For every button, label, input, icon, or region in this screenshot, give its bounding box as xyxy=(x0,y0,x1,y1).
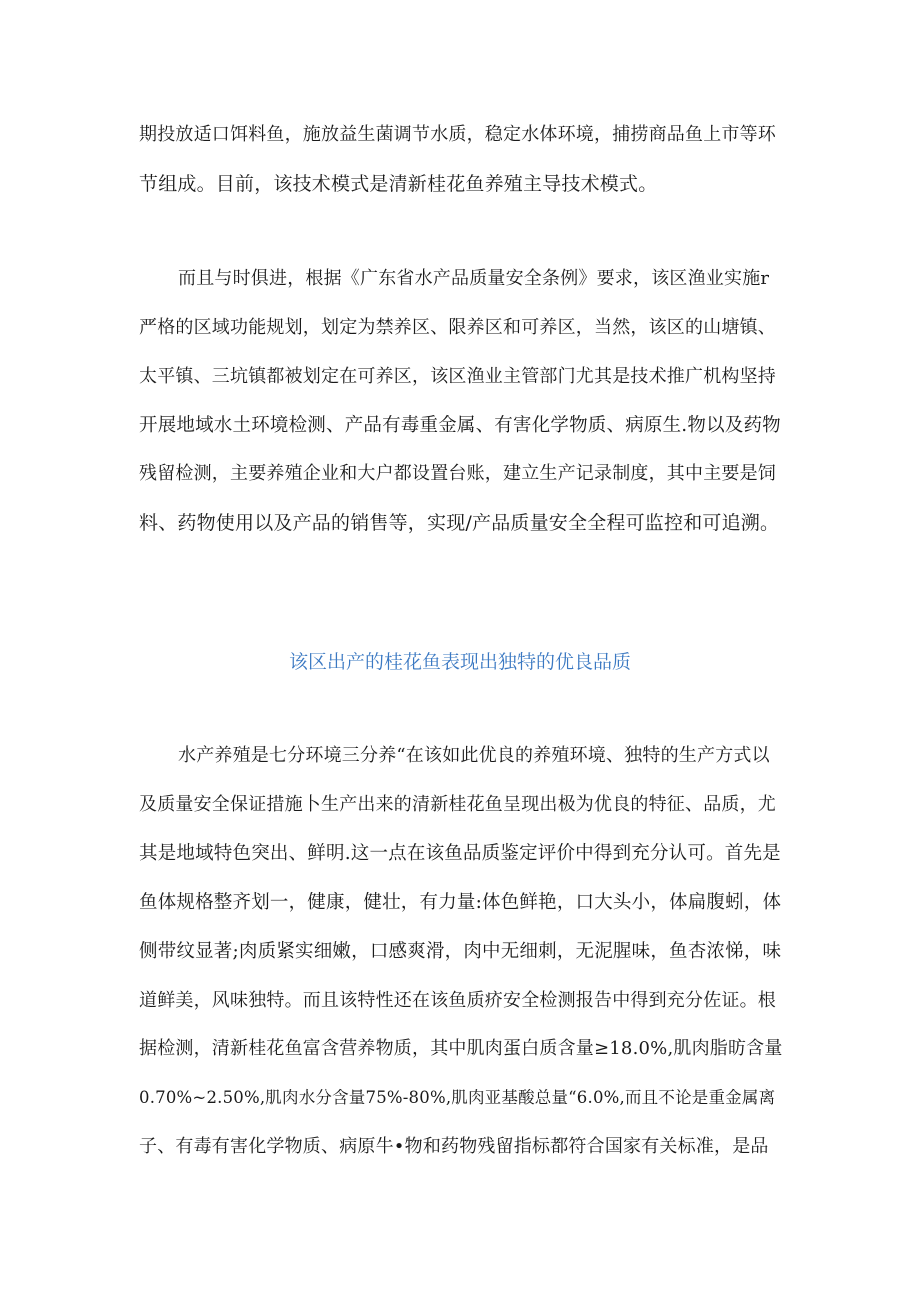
para2-line: 严格的区域功能规划，划定为禁养区、限养区和可养区，当然，该区的山塘镇、 xyxy=(139,317,776,338)
para3-line: 鱼体规格整齐划一，健康，健壮，有力量:体色鲜艳，口大头小，体扁腹蚓，体 xyxy=(139,892,782,913)
para2-line: 太平镇、三坑镇都被划定在可养区，该区渔业主管部门尤其是技术推广机构坚持 xyxy=(139,366,776,387)
para1-line: 期投放适口饵料鱼，施放益生菌调节水质，稳定水体环境，捕捞商品鱼上市等环 xyxy=(139,124,776,145)
para3-line: 其是地域特色突出、鲜明.这一点在该鱼品质鉴定评价中得到充分认可。首先是 xyxy=(139,843,781,864)
para3-line: 侧带纹显著;肉质紧实细嫩，口感爽滑，肉中无细刺，无泥腥味，鱼杏浓悌，味 xyxy=(139,941,782,962)
section-heading: 该区出产的桂花鱼表现出独特的优良品质 xyxy=(288,651,631,673)
para3-line: 子、有毒有害化学物质、病原牛•物和药物残留指标都符合国家有关标准，是品 xyxy=(139,1136,769,1157)
para2-line: 残留检测，主要养殖企业和大户都设置台账，建立生产记录制度，其中主要是饲 xyxy=(139,463,776,484)
para3-line: 0.70%~2.50%,肌肉水分含量75%-80%,肌肉亚基酸总量“6.0%,而且不论是重金属离 xyxy=(139,1088,776,1107)
para3-line: 及质量安全保证措施卜生产出来的清新桂花鱼呈现出极为优良的特征、品质，尤 xyxy=(139,794,776,815)
para2-line: 料、药物使用以及产品的销售等，实现/产品质量安全全程可监控和可追溯。 xyxy=(139,512,780,534)
para2-line: 开展地域水土环境检测、产品有毒重金属、有害化学物质、病原生.物以及药物 xyxy=(139,415,781,436)
para2-line: 而且与时俱进，根据《广东省水产品质量安全条例》要求，该区渔业实施r xyxy=(178,268,770,289)
para3-line: 道鲜美，风味独特。而且该特性还在该鱼质疥安全检测报告中得到充分佐证。根 xyxy=(139,990,776,1011)
para3-line: 据检测，清新桂花鱼富含营养物质，其中肌肉蛋白质含量≥18.0%,肌肉脂昉含量 xyxy=(139,1038,783,1059)
para3-line: 水产养殖是七分环境三分养“在该如此优良的养殖环境、独特的生产方式以 xyxy=(178,745,770,766)
para1-line: 节组成。目前，该技术模式是清新桂花鱼养殖主导技术模式。 xyxy=(139,173,658,195)
